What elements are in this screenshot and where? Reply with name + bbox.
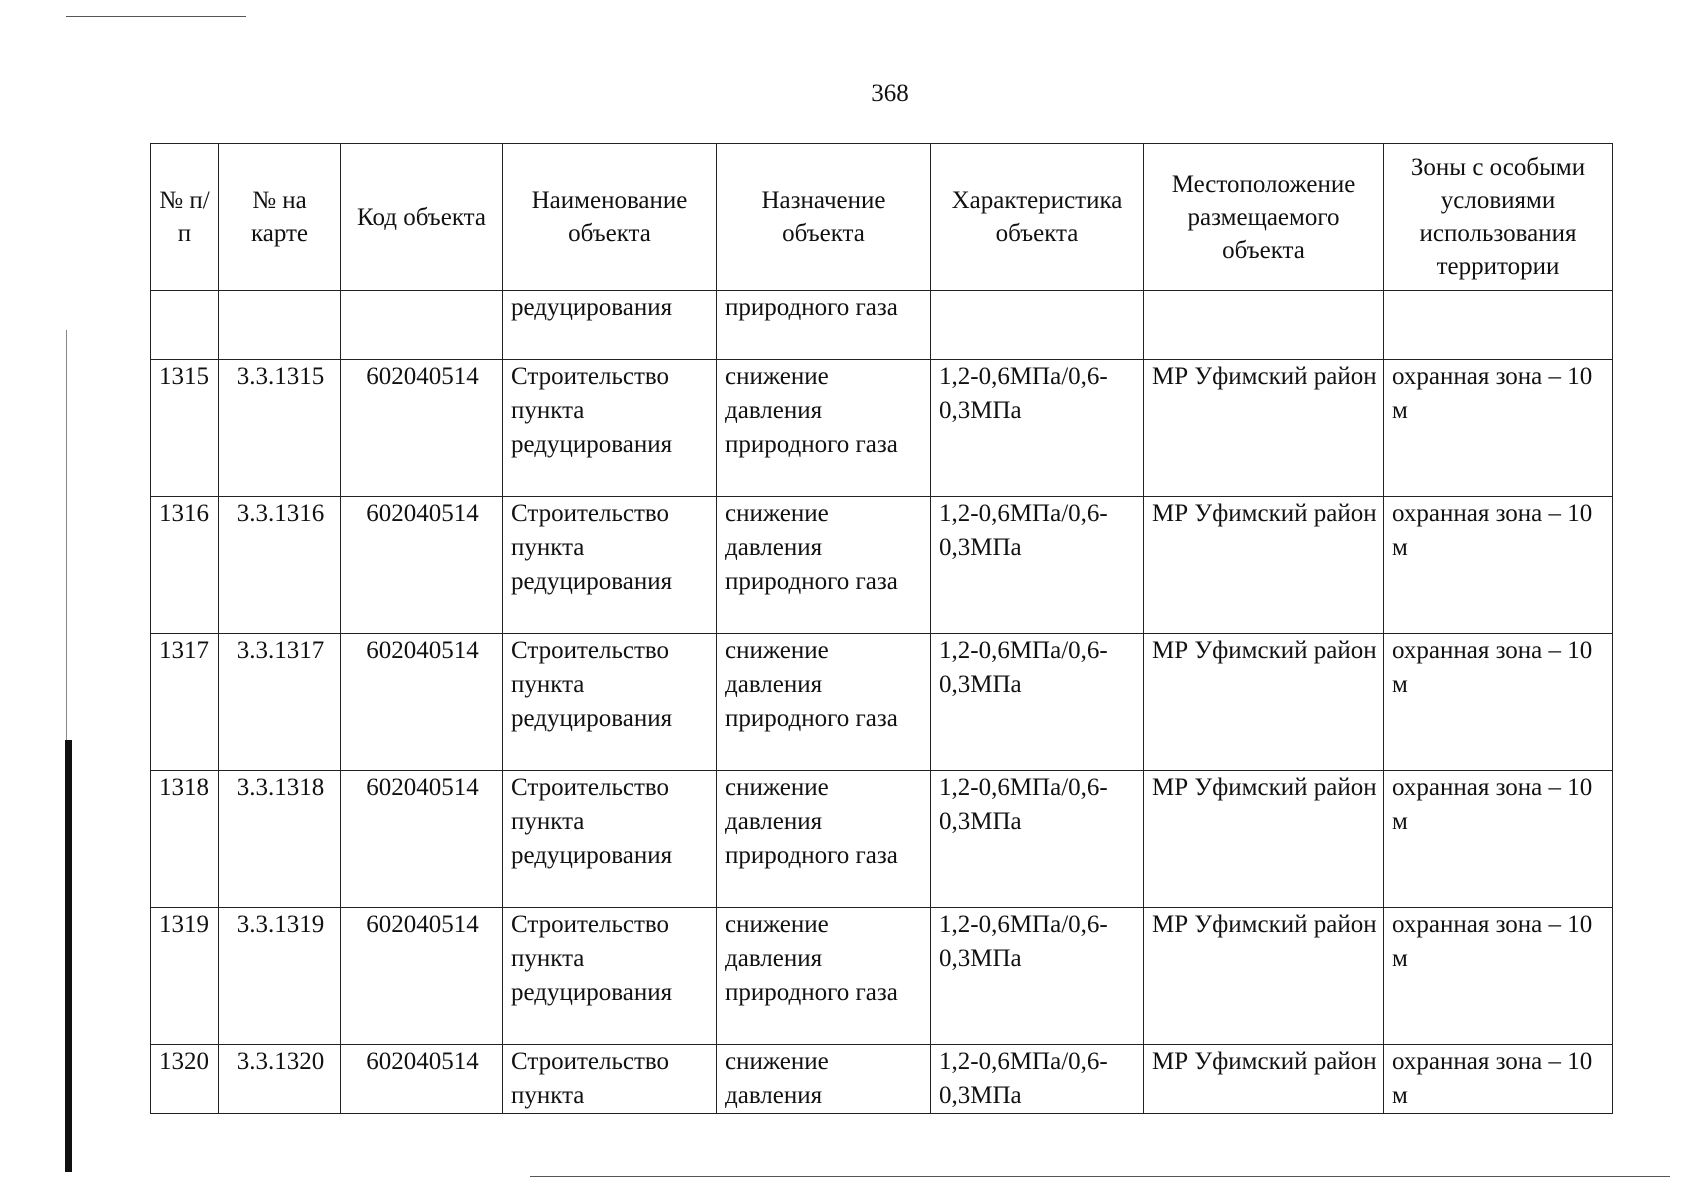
cell-zone: охранная зона – 10 м	[1384, 634, 1613, 771]
cell-location: МР Уфимский район	[1144, 1045, 1384, 1114]
cell-num	[151, 291, 219, 360]
header-cell: № п/п	[151, 144, 219, 291]
cell-map: 3.3.1317	[219, 634, 341, 771]
cell-name: Строительство пункта редуцирования	[503, 771, 717, 908]
page-number: 368	[871, 80, 909, 107]
cell-purpose: природного газа	[717, 291, 931, 360]
cell-spec: 1,2-0,6МПа/0,6-0,3МПа	[931, 634, 1144, 771]
cell-zone: охранная зона – 10 м	[1384, 908, 1613, 1045]
cell-map: 3.3.1316	[219, 497, 341, 634]
cell-map: 3.3.1319	[219, 908, 341, 1045]
header-cell: Местоположение размещаемого объекта	[1144, 144, 1384, 291]
header-cell: Назначение объекта	[717, 144, 931, 291]
cell-num: 1319	[151, 908, 219, 1045]
table-row-continuation	[151, 291, 1613, 360]
cell-code: 602040514	[341, 497, 503, 634]
cell-num: 1320	[151, 1045, 219, 1114]
cell-location	[1144, 291, 1384, 360]
cell-purpose: снижение давления природного газа	[717, 360, 931, 497]
cell-code: 602040514	[341, 908, 503, 1045]
cell-zone: охранная зона – 10 м	[1384, 360, 1613, 497]
cell-spec: 1,2-0,6МПа/0,6-0,3МПа	[931, 497, 1144, 634]
cell-num: 1315	[151, 360, 219, 497]
cell-zone: охранная зона – 10 м	[1384, 771, 1613, 908]
cell-num: 1317	[151, 634, 219, 771]
top-rule	[66, 16, 246, 17]
cell-map: 3.3.1318	[219, 771, 341, 908]
cell-spec: 1,2-0,6МПа/0,6-0,3МПа	[931, 360, 1144, 497]
cell-purpose: снижение давления природного газа	[717, 908, 931, 1045]
cell-name: Строительство пункта редуцирования	[503, 360, 717, 497]
cell-spec: 1,2-0,6МПа/0,6-0,3МПа	[931, 908, 1144, 1045]
cell-location: МР Уфимский район	[1144, 771, 1384, 908]
table-row	[151, 360, 1613, 497]
cell-spec	[931, 291, 1144, 360]
cell-purpose: снижение давления природного газа	[717, 771, 931, 908]
cell-zone: охранная зона – 10 м	[1384, 1045, 1613, 1114]
header-cell: Код объекта	[341, 144, 503, 291]
cell-location: МР Уфимский район	[1144, 908, 1384, 1045]
scan-left-bar	[65, 740, 72, 1172]
cell-name: редуцирования	[503, 291, 717, 360]
cell-name: Строительство пункта редуцирования	[503, 908, 717, 1045]
cell-num: 1318	[151, 771, 219, 908]
table-header-row	[151, 144, 1613, 291]
scan-left-line	[66, 330, 67, 740]
objects-table	[150, 143, 1613, 1114]
cell-map: 3.3.1315	[219, 360, 341, 497]
cell-purpose: снижение давления	[717, 1045, 931, 1114]
cell-purpose: снижение давления природного газа	[717, 634, 931, 771]
cell-purpose: снижение давления природного газа	[717, 497, 931, 634]
table-row	[151, 908, 1613, 1045]
cell-map	[219, 291, 341, 360]
cell-location: МР Уфимский район	[1144, 634, 1384, 771]
cell-code: 602040514	[341, 1045, 503, 1114]
cell-location: МР Уфимский район	[1144, 497, 1384, 634]
cell-name: Строительство пункта	[503, 1045, 717, 1114]
cell-code: 602040514	[341, 360, 503, 497]
table-row	[151, 634, 1613, 771]
cell-code	[341, 291, 503, 360]
cell-num: 1316	[151, 497, 219, 634]
bottom-rule	[530, 1176, 1670, 1177]
table-row	[151, 1045, 1613, 1114]
header-cell: Наименование объекта	[503, 144, 717, 291]
cell-name: Строительство пункта редуцирования	[503, 497, 717, 634]
cell-spec: 1,2-0,6МПа/0,6-0,3МПа	[931, 1045, 1144, 1114]
cell-code: 602040514	[341, 771, 503, 908]
header-cell: № на карте	[219, 144, 341, 291]
cell-zone	[1384, 291, 1613, 360]
cell-location: МР Уфимский район	[1144, 360, 1384, 497]
header-cell: Зоны с особыми условиями использования территории	[1384, 144, 1613, 291]
cell-map: 3.3.1320	[219, 1045, 341, 1114]
cell-code: 602040514	[341, 634, 503, 771]
cell-spec: 1,2-0,6МПа/0,6-0,3МПа	[931, 771, 1144, 908]
header-cell: Характеристика объекта	[931, 144, 1144, 291]
table-row	[151, 771, 1613, 908]
cell-zone: охранная зона – 10 м	[1384, 497, 1613, 634]
cell-name: Строительство пункта редуцирования	[503, 634, 717, 771]
table-row	[151, 497, 1613, 634]
